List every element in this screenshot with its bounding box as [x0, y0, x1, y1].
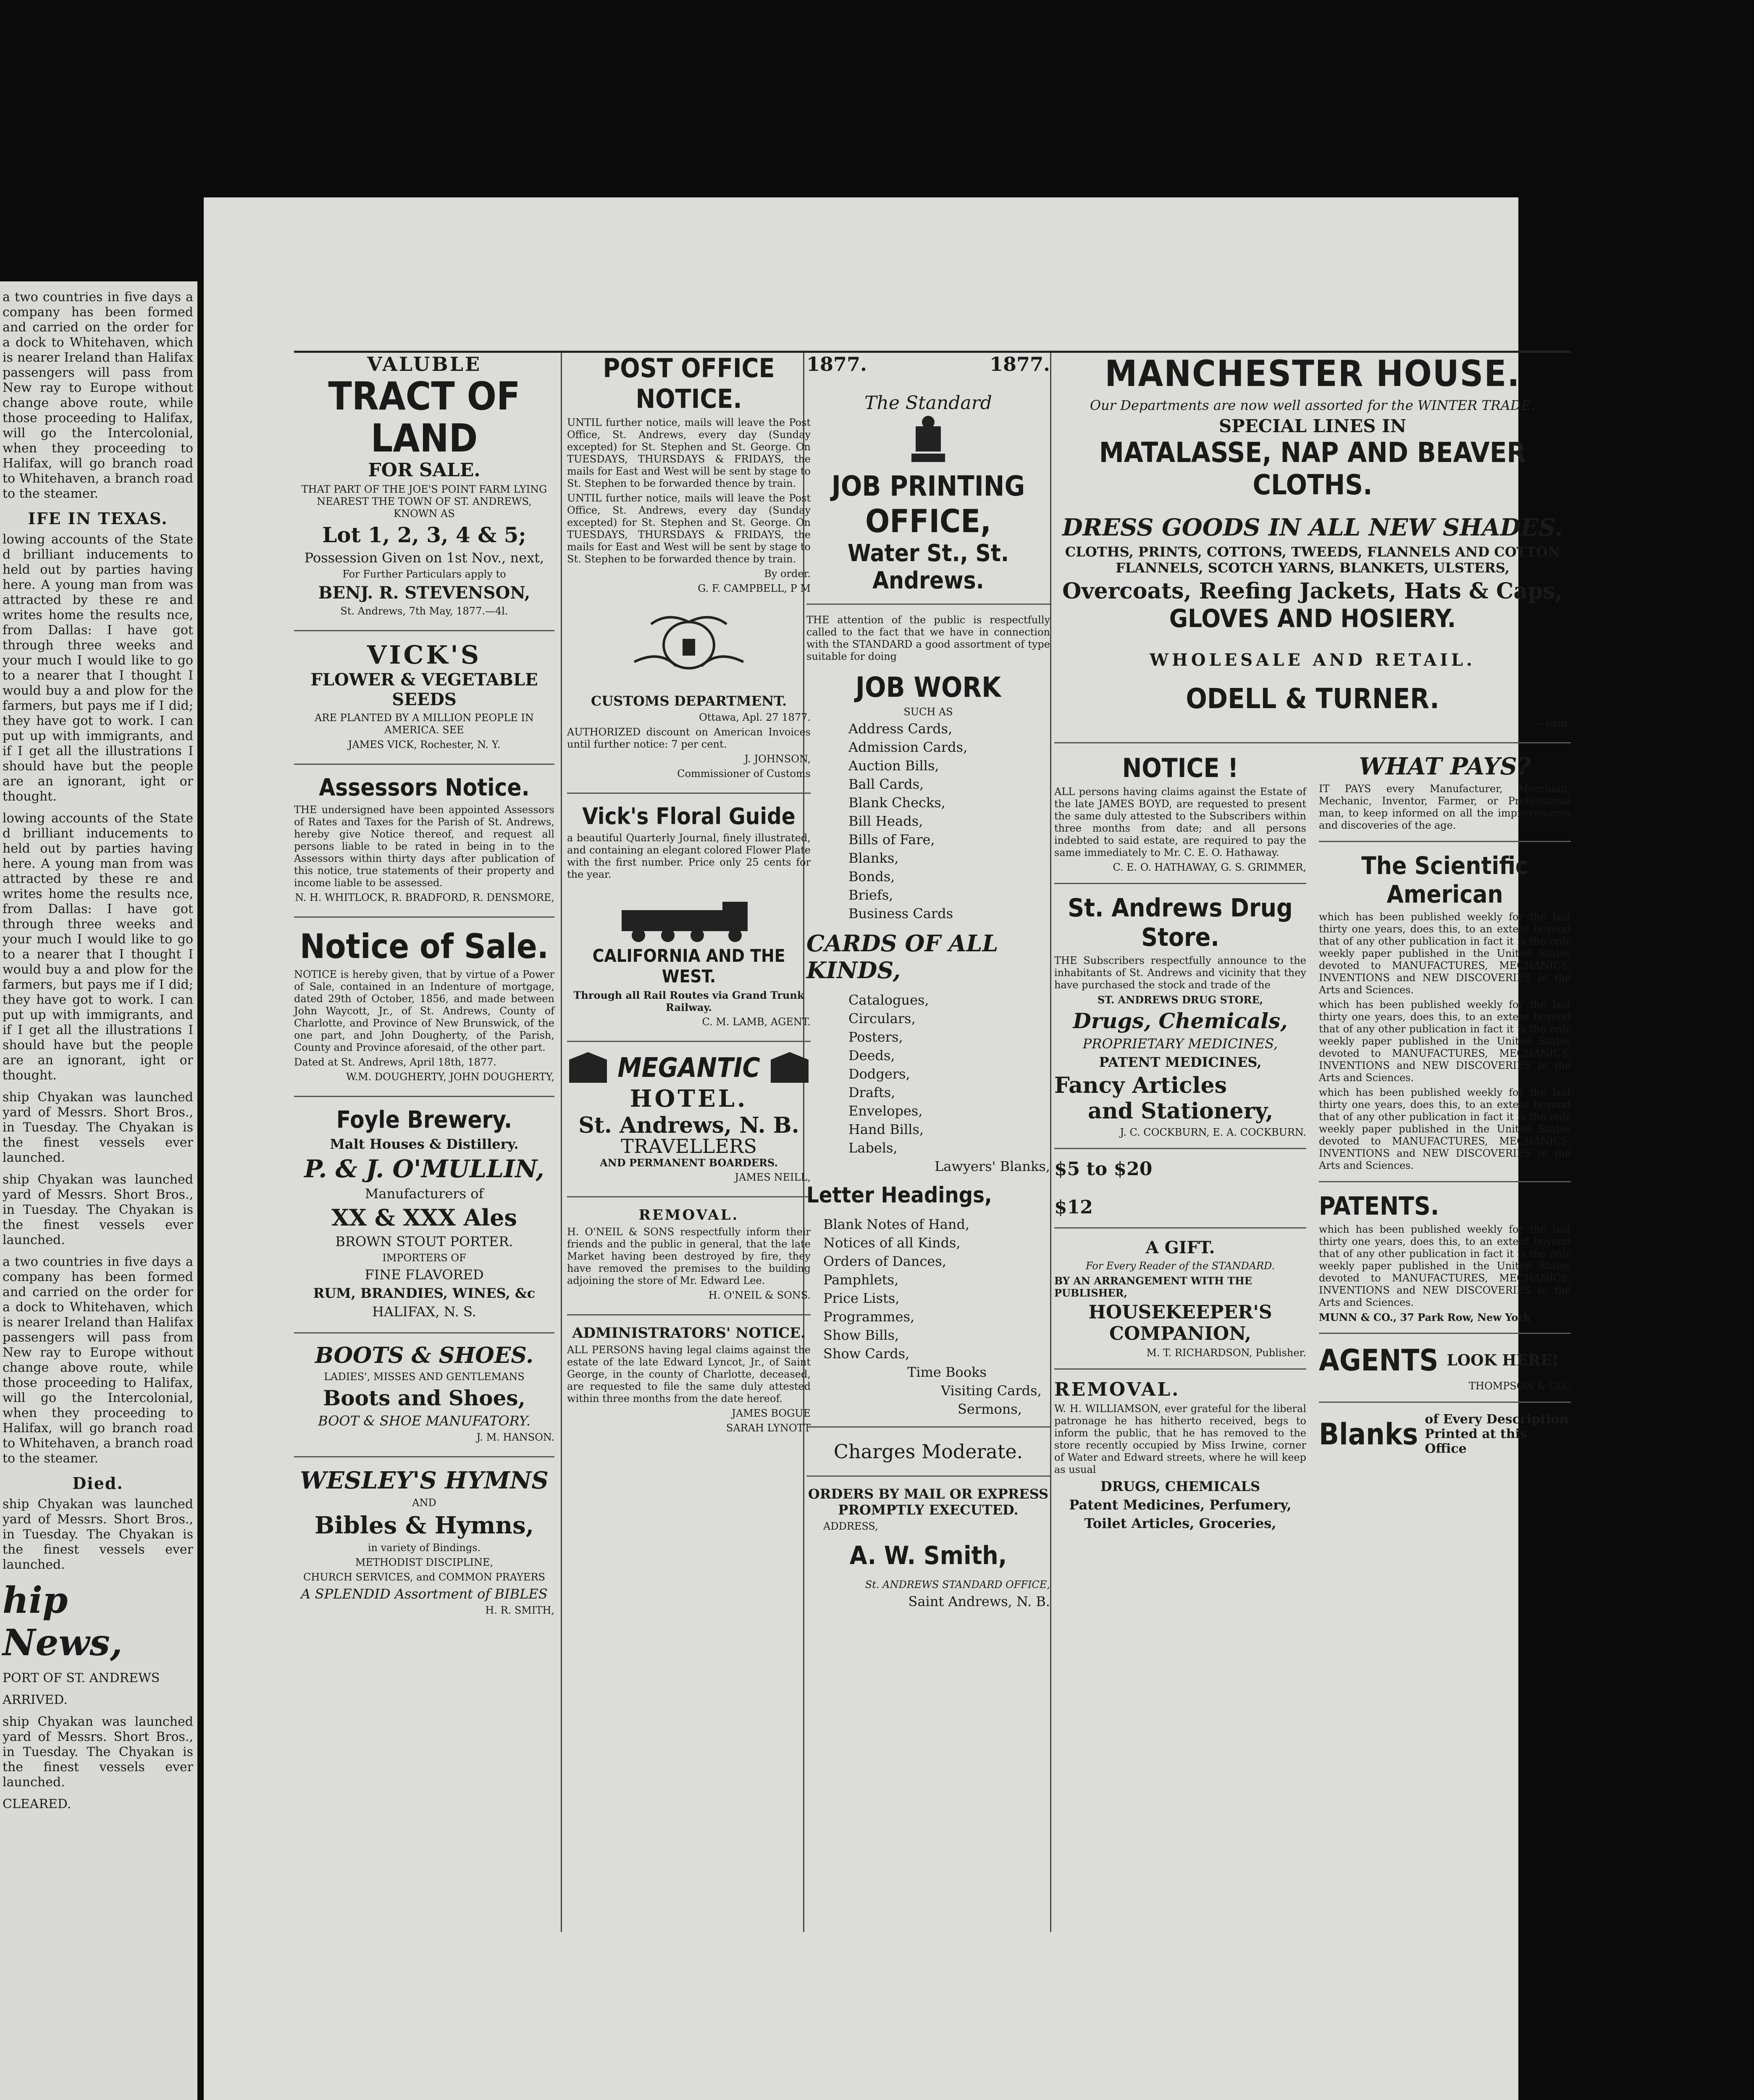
list-item: Labels, — [848, 1140, 898, 1156]
blanks-row — [1319, 1412, 1571, 1456]
removal-heading: REMOVAL. — [638, 1207, 739, 1223]
list-item: Price Lists, — [823, 1290, 900, 1306]
year-header — [806, 353, 1050, 375]
office-heading: OFFICE, — [865, 502, 991, 540]
arrangement-line: BY AN ARRANGEMENT WITH THE PUBLISHER, — [1054, 1275, 1252, 1299]
divider — [1054, 1368, 1306, 1370]
hanson-line: J. M. HANSON. — [476, 1431, 554, 1443]
list-item: Address Cards, — [848, 721, 953, 737]
column-3 — [806, 353, 1050, 1612]
blanks-body: of Every Description Printed at this Office — [1425, 1412, 1569, 1456]
year-left: 1877. — [806, 353, 867, 375]
divider — [567, 793, 811, 794]
left-cleared: CLEARED. — [3, 1797, 71, 1811]
malt-line: Malt Houses & Distillery. — [330, 1136, 519, 1152]
benj-date: St. Andrews, 7th May, 1877.—4l. — [340, 605, 508, 617]
list-item: Time Books — [907, 1364, 987, 1380]
address-line: ADDRESS, — [823, 1520, 878, 1532]
floral-body: a beautiful Quarterly Journal, finely illustrated, and containing an elegant colored Flower Plate with the first number. Price only 25 cents for the year. — [567, 832, 811, 880]
wesley-heading: WESLEY'S HYMNS — [300, 1467, 549, 1494]
drugs2-line: DRUGS, CHEMICALS — [1100, 1478, 1260, 1494]
press-illustration — [806, 414, 1050, 470]
assessors-names: N. H. WHITLOCK, R. BRADFORD, R. DENSMORE, — [295, 892, 554, 903]
divider — [294, 1456, 554, 1457]
left-heading-died: Died. — [72, 1474, 123, 1493]
divider — [1319, 1333, 1571, 1334]
customs-johnson: J. JOHNSON, — [744, 753, 811, 765]
possession-line: Possession Given on 1st Nov., next, — [304, 550, 544, 566]
agents-row — [1319, 1343, 1571, 1378]
list-item: Sermons, — [958, 1401, 1022, 1417]
column-2 — [567, 353, 811, 1447]
column-4 — [1054, 353, 1571, 1534]
list-item: Drafts, — [848, 1084, 895, 1100]
list-item: Blanks, — [848, 850, 899, 866]
left-top-text: a two countries in five days a company has been formed and carried on the order for a dock to Whitehaven, which is nearer Ireland than Halifax passengers will pass from New ray to Europe without change above route, while those proceeding to Halifax, will go the Intercolonial, when they proceeding to Halifax, will go branch road to Whitehaven, a branch road to the steamer. — [3, 290, 193, 501]
divider — [1319, 1402, 1571, 1403]
oneil-line: H. O'NEIL & SONS. — [708, 1289, 811, 1301]
cockburn-line: J. C. COCKBURN, E. A. COCKBURN. — [1120, 1126, 1306, 1138]
vicks-floral-guide — [567, 803, 811, 881]
year-right: 1877. — [989, 353, 1050, 375]
list-item: Programmes, — [823, 1309, 915, 1325]
vicks-floral-heading: Vick's Floral Guide — [582, 803, 796, 830]
list-item: Business Cards — [848, 906, 953, 921]
list-item: Dodgers, — [848, 1066, 910, 1082]
boots-shoes-ad — [294, 1343, 554, 1444]
notice-sale-heading: Notice of Sale. — [299, 927, 549, 966]
rail-line: Through all Rail Routes via Grand Trunk Railway. — [573, 989, 804, 1013]
customs-body: AUTHORIZED discount on American Invoices until further notice: 7 per cent. — [567, 726, 811, 750]
left-ship-launch: ship Chyakan was launched yard of Messrs. Short Bros., in Tuesday. The Chyakan is the finest vessels ever launched. — [3, 1090, 193, 1165]
bindings-line: in variety of Bindings. — [368, 1542, 481, 1554]
manchester-house-ad — [1054, 353, 1571, 730]
removal-body: H. O'NEIL & SONS respectfully inform their friends and the public in general, that the late Market having been destroyed by fire, they have removed the premises to the building adjoining the store of Mr. Edward Lee. — [567, 1226, 811, 1286]
smith-line: H. R. SMITH, — [485, 1604, 554, 1616]
vicks-seeds-ad — [294, 640, 554, 751]
thompson-line: THOMPSON & CO., — [1469, 1380, 1571, 1392]
patent-line: PATENT MEDICINES, — [1099, 1054, 1262, 1070]
list-item: Pamphlets, — [823, 1272, 899, 1288]
richardson-line: M. T. RICHARDSON, Publisher. — [1146, 1347, 1306, 1359]
administrators-notice — [567, 1325, 811, 1434]
toilet-line: Toilet Articles, Groceries, — [1084, 1515, 1276, 1531]
orders-line: ORDERS BY MAIL OR EXPRESS PROMPTLY EXECUTED. — [808, 1486, 1049, 1518]
bibles-heading: Bibles & Hymns, — [314, 1512, 534, 1539]
col4-left — [1054, 753, 1306, 1534]
foyle-brewery-ad — [294, 1106, 554, 1320]
blanks-heading: Blanks — [1319, 1417, 1418, 1452]
list-item: Show Bills, — [823, 1327, 899, 1343]
list-item: Hand Bills, — [848, 1121, 924, 1137]
removal-heading-2: REMOVAL. — [1054, 1379, 1180, 1400]
permanent-line: AND PERMANENT BOARDERS. — [600, 1157, 778, 1169]
saint-andrews: Saint Andrews, N. B. — [908, 1593, 1050, 1609]
divider — [294, 630, 554, 631]
for-sale-heading: FOR SALE. — [368, 459, 481, 481]
divider — [806, 604, 1050, 605]
list-item: Posters, — [848, 1029, 903, 1045]
special-line: SPECIAL LINES IN — [1218, 416, 1407, 436]
list-item: Bonds, — [848, 869, 895, 885]
manufacturers-line: Manufacturers of — [365, 1186, 484, 1202]
sci-body: which has been published weekly for the last thirty one years, does this, to an extent beyond that of any other publication in fact it is the only weekly paper published in the United States devoted to MANUFACTURES, MECHANICS, INVENTIONS and NEW DISCOVERIES in the Arts and Sciences. — [1319, 911, 1571, 996]
job-printing-heading: JOB PRINTING — [831, 470, 1025, 502]
removal-body-2: W. H. WILLIAMSON, ever grateful for the liberal patronage he has hitherto received, begs to inform the public, that he has removed to the store recently occupied by Miss Irwine, corner of Water and Edward streets, where he will keep as usual — [1054, 1403, 1306, 1475]
divider — [294, 1096, 554, 1097]
column-rule-3 — [1050, 353, 1051, 1932]
left-heading-ship-news: hip News, — [3, 1579, 123, 1664]
megantic-hotel-ad — [567, 1051, 811, 1184]
list-item: Notices of all Kinds, — [823, 1235, 961, 1251]
left-partial-column — [0, 281, 197, 2100]
assessors-heading: Assessors Notice. — [319, 774, 530, 801]
splendid-line: A SPLENDID Assortment of BIBLES — [301, 1586, 548, 1602]
wholesale-line: WHOLESALE AND RETAIL. — [1150, 650, 1476, 670]
twelve-line: $12 — [1054, 1197, 1093, 1218]
customs-department — [567, 693, 811, 780]
crest-illustration — [567, 607, 811, 680]
halifax-line: HALIFAX, N. S. — [372, 1304, 476, 1320]
dress-goods-heading: DRESS GOODS IN ALL NEW SHADES. — [1062, 514, 1563, 541]
divider — [806, 1426, 1050, 1428]
sci-body-2: which has been published weekly for the last thirty one years, does this, to an extent beyond that of any other publication in fact it is the only weekly paper published in the United States devoted to MANUFACTURES, MECHANICS, INVENTIONS and NEW DISCOVERIES in the Arts and Sciences. — [1319, 999, 1571, 1084]
notice-of-sale — [294, 927, 554, 1083]
what-pays-heading: WHAT PAYS? — [1359, 753, 1531, 780]
left-heading-texas: IFE IN TEXAS. — [28, 509, 168, 528]
departments-line: Our Departments are now well assorted for the WINTER TRADE. — [1090, 397, 1536, 413]
train-illustration — [567, 893, 811, 945]
matalasse-heading: MATALASSE, NAP AND BEAVER CLOTHS. — [1099, 436, 1526, 501]
boots-shoes-line: Boots and Shoes, — [323, 1386, 525, 1410]
divider — [294, 916, 554, 918]
list-item: Admission Cards, — [848, 739, 968, 755]
divider — [294, 1332, 554, 1334]
st-andrews-heading: St. Andrews, N. B. — [578, 1113, 799, 1138]
california-ad — [567, 945, 811, 1028]
neill-line: JAMES NEILL, — [735, 1171, 811, 1183]
left-texas-text-2: lowing accounts of the State d brilliant inducements to held out by parties having here. A young man from was attracted by these re and writes home the results nce, from Dallas: I have got through three weeks and your much I would like to go to a nearer that I thought I would buy a and plow for the farmers, but pays me if I did; they have got to work. I can put up with immigrants, and if I get all the illustrations I should have but the people are an ignorant, ight or thought. — [3, 811, 193, 1083]
left-ship-launch-2: ship Chyakan was launched yard of Messrs. Short Bros., in Tuesday. The Chyakan is the finest vessels ever launched. — [3, 1172, 193, 1247]
cloths-line: CLOTHS, PRINTS, COTTONS, TWEEDS, FLANNELS AND COTTON FLANNELS, SCOTCH YARNS, BLANKETS, ULSTERS, — [1065, 544, 1560, 576]
list-item: Blank Notes of Hand, — [823, 1216, 970, 1232]
po-by-order: By order. — [764, 568, 811, 580]
left-top-text-2: a two countries in five days a company has been formed and carried on the order for a dock to Whitehaven, which is nearer Ireland than Halifax passengers will pass from New ray to Europe without change above route, while those proceeding to Halifax, will go the Intercolonial, when they proceeding to Halifax, will go branch road to Whitehaven, a branch road to the steamer. — [3, 1255, 193, 1466]
planted-line: ARE PLANTED BY A MILLION PEOPLE IN AMERICA. SEE — [315, 712, 534, 736]
porter-line: BROWN STOUT PORTER. — [335, 1234, 513, 1250]
particulars-line: For Further Particulars apply to — [342, 568, 506, 580]
royal-crest-icon — [626, 607, 752, 679]
sci-body-4: which has been published weekly for the last thirty one years, does this, to an extent beyond that of any other publication in fact it is the only weekly paper published in the United States devoted to MANUFACTURES, MECHANICS, INVENTIONS and NEW DISCOVERIES in the Arts and Sciences. — [1319, 1223, 1571, 1308]
the-standard-arc: The Standard — [864, 392, 992, 414]
methodist-line: METHODIST DISCIPLINE, — [355, 1557, 494, 1568]
notice-heading: NOTICE ! — [1122, 753, 1239, 783]
left-ship-launch-4: ship Chyakan was launched yard of Messrs. Short Bros., in Tuesday. The Chyakan is the finest vessels ever launched. — [3, 1714, 193, 1790]
drug-store-heading: St. Andrews Drug Store. — [1068, 893, 1293, 952]
divider — [294, 764, 554, 765]
drug-body: THE Subscribers respectfully announce to the inhabitants of St. Andrews and vicinity that they have purchased the stock and trade of the — [1054, 955, 1306, 991]
removal-oneil — [567, 1207, 811, 1302]
customs-heading: CUSTOMS DEPARTMENT. — [591, 693, 787, 709]
divider — [567, 1196, 811, 1197]
xx-ales: XX & XXX Ales — [331, 1204, 517, 1231]
column-rule-1 — [561, 353, 562, 1932]
hotel-building-icon — [567, 1051, 609, 1085]
rum-line: RUM, BRANDIES, WINES, &c — [313, 1285, 536, 1301]
foyle-heading: Foyle Brewery. — [336, 1106, 512, 1134]
stationery-line: and Stationery, — [1088, 1098, 1273, 1124]
drugs-line: Drugs, Chemicals, — [1073, 1008, 1288, 1033]
patent2-line: Patent Medicines, Perfumery, — [1069, 1497, 1292, 1513]
list-item: Orders of Dances, — [823, 1253, 946, 1269]
admin-body: ALL PERSONS having legal claims against the estate of the late Edward Lyncot, Jr., of Saint George, in the county of Charlotte, deceased, are requested to file the same duly attested within three months from the date hereof. — [567, 1344, 811, 1404]
benj-stevenson: BENJ. R. STEVENSON, — [318, 583, 530, 603]
sci-body-3: which has been published weekly for the last thirty one years, does this, to an extent beyond that of any other publication in fact it is the only weekly paper published in the United States devoted to MANUFACTURES, MECHANICS, INVENTIONS and NEW DISCOVERIES in the Arts and Sciences. — [1319, 1087, 1571, 1171]
aw-smith: A. W. Smith, — [849, 1541, 1007, 1570]
divider — [1319, 841, 1571, 842]
list-item: Show Cards, — [823, 1346, 910, 1362]
divider — [1054, 742, 1571, 743]
train-icon — [613, 893, 764, 944]
column-1 — [294, 353, 554, 1629]
patents-heading: PATENTS. — [1319, 1192, 1439, 1221]
lamb-line: C. M. LAMB, AGENT. — [702, 1016, 811, 1028]
sci-am-heading: The Scientific American — [1361, 851, 1528, 908]
notice-body: ALL persons having claims against the Estate of the late JAMES BOYD, are requested to present the same duly attested to the Subscribers within three months from date; and all persons indebted to said estate, are required to pay the same immediately to Mr. C. E. O. Hathaway. — [1054, 786, 1306, 858]
list-item: Auction Bills, — [848, 758, 939, 774]
water-st-heading: Water St., St. Andrews. — [848, 540, 1009, 594]
housekeeper-heading: HOUSEKEEPER'S COMPANION, — [1088, 1302, 1272, 1344]
po-body: UNTIL further notice, mails will leave the Post Office, St. Andrews, every day (Sunday excepted) for St. Stephen and St. George. On TUESDAYS, THURSDAYS & FRIDAYS, the mails for East and West will be sent by stage to St. Stephen to be forwarded thence by train. — [567, 417, 811, 489]
sale-body: NOTICE is hereby given, that by virtue of a Power of Sale, contained in an Indenture of mortgage, dated 29th of October, 1856, and made between John Waycott, Jr., of St. Andrews, County of Charlotte, and Province of New Brunswick, of the one part, and John Dougherty, of the Parish, County and Province aforesaid, of the other part. — [294, 969, 554, 1053]
list-item: Circulars, — [848, 1011, 916, 1026]
job-work-heading: JOB WORK — [855, 671, 1001, 704]
vicks-heading: VICK'S — [367, 640, 482, 670]
admin-bogue: JAMES BOGUE — [732, 1407, 811, 1419]
gift-heading: A GIFT. — [1145, 1238, 1215, 1257]
customs-commissioner: Commissioner of Customs — [677, 768, 811, 780]
tract-of-land-ad — [294, 353, 554, 617]
cards-all-kinds: CARDS OF ALL KINDS, — [806, 930, 998, 984]
divider — [1054, 1227, 1306, 1228]
admin-heading: ADMINISTRATORS' NOTICE. — [572, 1325, 806, 1341]
col4-right — [1319, 753, 1571, 1534]
post-office-notice — [567, 353, 811, 595]
list-item: Bill Heads, — [848, 813, 923, 829]
assessors-notice — [294, 774, 554, 904]
col4-split — [1054, 753, 1571, 1534]
vick-name: JAMES VICK, Rochester, N. Y. — [348, 739, 501, 751]
list-item: Bills of Fare, — [848, 832, 935, 848]
travellers-line: TRAVELLERS — [621, 1135, 757, 1158]
customs-date: Ottawa, Apl. 27 1877. — [699, 711, 811, 723]
agents-heading: AGENTS — [1319, 1343, 1439, 1378]
left-arrived: ARRIVED. — [3, 1693, 68, 1707]
job-items-list-2 — [806, 992, 1050, 1174]
job-items-list — [806, 721, 1050, 921]
executors-line: C. E. O. HATHAWAY, G. S. GRIMMER, — [1113, 861, 1306, 873]
list-item: Ball Cards, — [848, 776, 924, 792]
left-ship-launch-3: ship Chyakan was launched yard of Messrs. Short Bros., in Tuesday. The Chyakan is the finest vessels ever launched. — [3, 1497, 193, 1572]
po-campbell: G. F. CAMPBELL, P M — [698, 583, 811, 594]
attention-body: THE attention of the public is respectfully called to the fact that we have in connection with the STANDARD a good assortment of type suitable for doing — [806, 614, 1050, 662]
megantic-heading: MEGANTIC — [617, 1053, 760, 1084]
boot-manuf-line: BOOT & SHOE MANUFATORY. — [318, 1413, 530, 1429]
divider — [1319, 1181, 1571, 1182]
paid-line: —paid. — [1535, 717, 1571, 729]
list-item: Deeds, — [848, 1047, 895, 1063]
manchester-heading: MANCHESTER HOUSE. — [1105, 353, 1520, 395]
tract-heading: TRACT OF LAND — [328, 374, 520, 461]
what-pays-body: IT PAYS every Manufacturer, Merchant, Mechanic, Inventor, Farmer, or Professional man, to keep informed on all the improvements and discoveries of the age. — [1319, 783, 1571, 831]
divider — [567, 1314, 811, 1315]
gift-sub: For Every Reader of the STANDARD. — [1085, 1260, 1275, 1272]
assessors-body: THE undersigned have been appointed Assessors of Rates and Taxes for the Parish of St. Andrews, hereby give Notice thereof, and request all persons liable to be rated in being in to the Assessors within thirty days after publication of this notice, true statements of their property and income liable to be assessed. — [294, 804, 554, 889]
look-here: LOOK HERE! — [1447, 1352, 1559, 1369]
left-texas-text: lowing accounts of the State d brilliant inducements to held out by parties having here. A young man from was attracted by these re and writes home the results nce, from Dallas: I have got through three weeks and your much I would like to go to a nearer that I thought I would buy a and plow for the farmers, but pays me if I did; they have got to work. I can put up with immigrants, and if I get all the illustrations I should have but the people are an ignorant, ight or thought. — [3, 532, 193, 804]
sale-date: Dated at St. Andrews, April 18th, 1877. — [294, 1056, 497, 1068]
list-item: Catalogues, — [848, 992, 929, 1008]
importers-line: IMPORTERS OF — [382, 1252, 466, 1264]
standard-office: St. ANDREWS STANDARD OFFICE, — [865, 1579, 1050, 1591]
list-item: Lawyers' Blanks, — [935, 1158, 1050, 1174]
divider — [806, 1475, 1050, 1477]
megantic-row — [567, 1051, 811, 1085]
admin-lynott: SARAH LYNOTT — [726, 1422, 811, 1434]
such-as: SUCH AS — [903, 706, 953, 718]
sale-names: W.M. DOUGHERTY, JOHN DOUGHERTY, — [346, 1071, 554, 1083]
job-items-list-3 — [806, 1216, 1050, 1417]
tract-body: THAT PART OF THE JOE'S POINT FARM LYING NEAREST THE TOWN OF ST. ANDREWS, KNOWN AS — [301, 483, 547, 520]
munn-line: MUNN & CO., 37 Park Row, New York — [1319, 1311, 1531, 1323]
list-item: Envelopes, — [848, 1103, 923, 1119]
ladies-line: LADIES', MISSES AND GENTLEMANS — [324, 1371, 525, 1383]
post-office-heading: POST OFFICE NOTICE. — [603, 353, 775, 414]
proprietary-line: PROPRIETARY MEDICINES, — [1082, 1036, 1278, 1052]
flower-seeds-heading: FLOWER & VEGETABLE SEEDS — [310, 670, 538, 709]
list-item: Blank Checks, — [848, 795, 945, 811]
and-line: AND — [412, 1497, 436, 1509]
po-body-2: UNTIL further notice, mails will leave the Post Office, St. Andrews, every day (Sunday excepted) for St. Stephen and St. George. On TUESDAYS, THURSDAYS & FRIDAYS, the mails for East and West will be sent by stage to St. Stephen to be forwarded thence by train. — [567, 492, 811, 565]
omullin-heading: P. & J. O'MULLIN, — [304, 1155, 544, 1183]
letter-headings: Letter Headings, — [806, 1183, 992, 1208]
overcoats-line: Overcoats, Reefing Jackets, Hats & Caps, — [1062, 578, 1563, 604]
divider — [1054, 883, 1306, 884]
church-line: CHURCH SERVICES, and COMMON PRAYERS — [303, 1571, 545, 1583]
wesley-hymns-ad — [294, 1467, 554, 1617]
fancy-line: Fancy Articles — [1054, 1073, 1227, 1098]
list-item: Visiting Cards, — [941, 1383, 1042, 1399]
gloves-heading: GLOVES AND HOSIERY. — [1169, 604, 1456, 633]
valuable-heading: VALUBLE — [367, 353, 482, 375]
lots-line: Lot 1, 2, 3, 4 & 5; — [322, 522, 526, 547]
boots-heading: BOOTS & SHOES. — [315, 1343, 534, 1368]
drug-store-line: ST. ANDREWS DRUG STORE, — [1097, 994, 1263, 1006]
hotel-heading: HOTEL. — [630, 1085, 748, 1113]
list-item: Briefs, — [848, 887, 893, 903]
hotel-building-icon — [769, 1051, 811, 1085]
left-port-label: PORT OF ST. ANDREWS — [3, 1671, 160, 1685]
printing-press-icon — [903, 414, 953, 468]
california-heading: CALIFORNIA AND THE WEST. — [592, 945, 785, 987]
charges-moderate: Charges Moderate. — [833, 1440, 1023, 1463]
fine-line: FINE FLAVORED — [365, 1267, 484, 1283]
divider — [1054, 1148, 1306, 1149]
five-twenty: $5 to $20 — [1054, 1158, 1153, 1180]
odell-heading: ODELL & TURNER. — [1186, 682, 1439, 715]
divider — [567, 1041, 811, 1042]
